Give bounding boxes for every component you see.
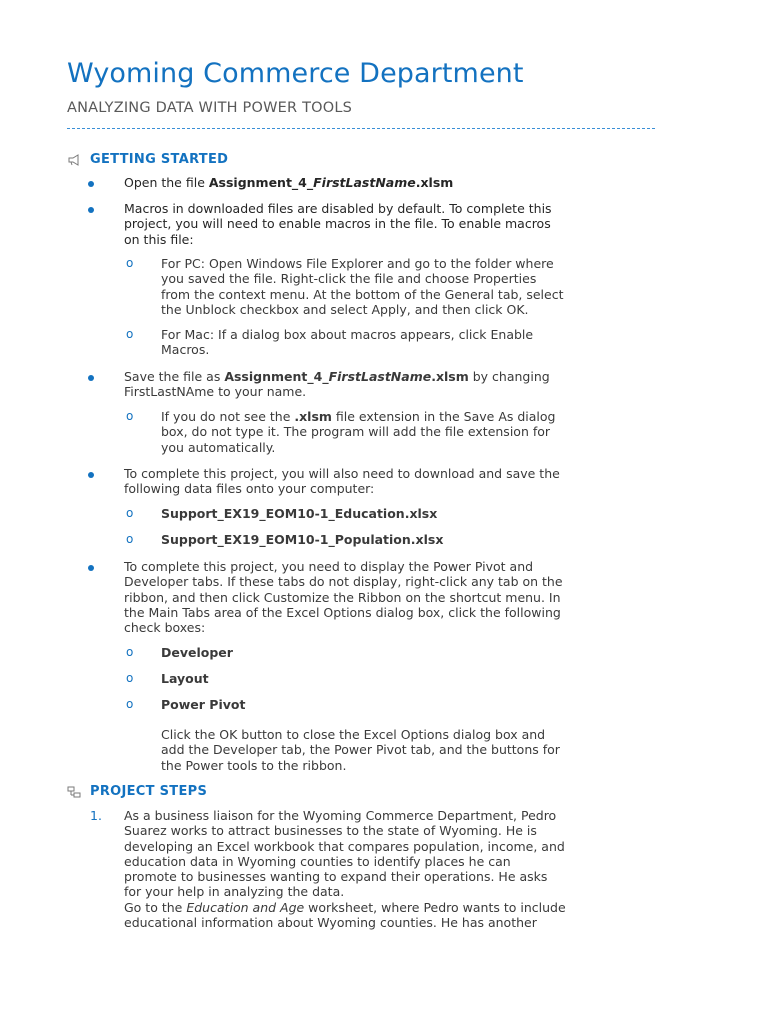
sub-bullet-marker: o xyxy=(126,327,134,341)
checkbox-option: Developer xyxy=(161,645,233,660)
mac-instruction: For Mac: If a dialog box about macros appears, click Enable Macros. xyxy=(161,327,534,358)
bullet-marker xyxy=(88,207,94,213)
sub-bullet-marker: o xyxy=(126,409,134,423)
project-steps-label: PROJECT STEPS xyxy=(90,783,208,799)
bullet-marker xyxy=(88,375,94,381)
sub-bullet-marker: o xyxy=(126,645,134,659)
step-number: 1. xyxy=(90,808,102,823)
project-steps-heading xyxy=(67,782,207,800)
header-divider xyxy=(67,128,655,129)
sub-bullet-marker: o xyxy=(126,506,134,520)
bullet-marker xyxy=(88,181,94,187)
sub-bullet-marker: o xyxy=(126,256,134,270)
sub-bullet-marker: o xyxy=(126,532,134,546)
checkbox-option: Power Pivot xyxy=(161,697,246,712)
sub-bullet-marker: o xyxy=(126,697,134,711)
steps-icon xyxy=(67,784,81,798)
ok-button-note: Click the OK button to close the Excel Options dialog box and add the Developer tab, the Power Pivot tab, and the buttons for the Power tools to the ribbon. xyxy=(161,727,560,773)
page-subtitle: ANALYZING DATA WITH POWER TOOLS xyxy=(67,100,353,116)
bullet-marker xyxy=(88,565,94,571)
save-as-instruction: Save the file as Assignment_4_FirstLastName.xlsm by changing FirstLastNAme to your name. xyxy=(124,369,550,400)
megaphone-icon xyxy=(67,152,81,166)
sub-bullet-marker: o xyxy=(126,671,134,685)
tabs-instruction: To complete this project, you need to display the Power Pivot and Developer tabs. If these tabs do not display, right-click any tab on the ribbon, and then click Customize the Ribbon on the shortcut menu. In the Main Tabs area of the Excel Options dialog box, click the following check boxes: xyxy=(124,559,563,636)
step-1-text: As a business liaison for the Wyoming Commerce Department, Pedro Suarez works to attract businesses to the state of Wyoming. He is developing an Excel workbook that compares population, income, and education data in Wyoming counties to identify places he can promote to businesses wanting to expand their operations. He asks for your help in analyzing the data. Go to the Education and Age worksheet, where Pedro wants to include educational information about Wyoming counties. He has another xyxy=(124,808,566,931)
xlsm-note: If you do not see the .xlsm file extension in the Save As dialog box, do not type it. The program will add the file extension for you automatically. xyxy=(161,409,556,455)
getting-started-heading xyxy=(67,150,228,168)
macros-instruction: Macros in downloaded files are disabled by default. To complete this project, you will need to enable macros in the file. To enable macros on this file: xyxy=(124,201,552,247)
bullet-marker xyxy=(88,472,94,478)
data-file-name: Support_EX19_EOM10-1_Education.xlsx xyxy=(161,506,438,521)
getting-started-label: GETTING STARTED xyxy=(90,151,229,167)
pc-instruction: For PC: Open Windows File Explorer and go to the folder where you saved the file. Right-click the file and choose Properties from the context menu. At the bottom of the General tab, select the Unblock checkbox and select Apply, and then click OK. xyxy=(161,256,564,317)
download-instruction: To complete this project, you will also need to download and save the following data files onto your computer: xyxy=(124,466,560,497)
checkbox-option: Layout xyxy=(161,671,209,686)
open-file-instruction: Open the file Assignment_4_FirstLastName.xlsm xyxy=(124,175,454,190)
page-title: Wyoming Commerce Department xyxy=(67,58,524,89)
data-file-name: Support_EX19_EOM10-1_Population.xlsx xyxy=(161,532,444,547)
